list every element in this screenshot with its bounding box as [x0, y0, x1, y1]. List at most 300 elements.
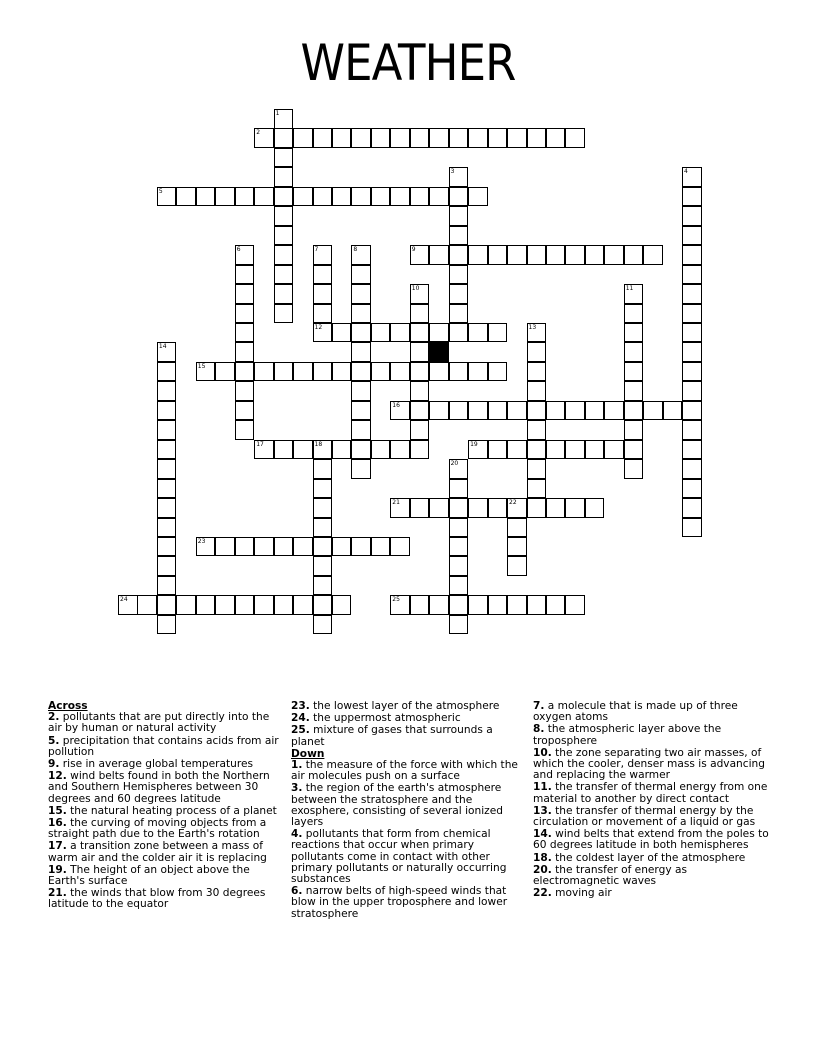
down-clue: [533, 853, 773, 864]
grid-cell[interactable]: [604, 401, 624, 421]
clue-number: 17.: [48, 840, 67, 853]
grid-cell[interactable]: [527, 498, 547, 518]
grid-cell[interactable]: [157, 537, 177, 557]
grid-cell[interactable]: [274, 265, 294, 285]
grid-cell[interactable]: [157, 381, 177, 401]
grid-cell[interactable]: [410, 323, 430, 343]
grid-cell[interactable]: [351, 128, 371, 148]
grid-cell[interactable]: [313, 128, 333, 148]
grid-cell[interactable]: [235, 401, 255, 421]
grid-cell[interactable]: [507, 556, 527, 576]
grid-cell[interactable]: [157, 479, 177, 499]
grid-cell[interactable]: [235, 362, 255, 382]
cell-number: 10: [411, 285, 420, 292]
grid-cell[interactable]: [235, 323, 255, 343]
grid-cell[interactable]: [429, 187, 449, 207]
clue-text: rise in average global temperatures: [59, 758, 254, 771]
clue-number: 16.: [48, 817, 67, 830]
grid-cell[interactable]: [507, 498, 527, 518]
grid-cell[interactable]: [157, 595, 177, 615]
grid-cell[interactable]: [274, 148, 294, 168]
grid-cell[interactable]: [429, 323, 449, 343]
grid-cell[interactable]: [157, 342, 177, 362]
grid-cell[interactable]: [410, 284, 430, 304]
grid-cell[interactable]: [585, 401, 605, 421]
grid-cell[interactable]: [449, 498, 469, 518]
grid-cell[interactable]: [332, 595, 352, 615]
clue-number: 14.: [533, 828, 552, 841]
grid-cell[interactable]: [215, 537, 235, 557]
grid-cell[interactable]: [274, 440, 294, 460]
grid-cell[interactable]: [157, 362, 177, 382]
grid-cell[interactable]: [449, 537, 469, 557]
grid-cell[interactable]: [410, 128, 430, 148]
grid-cell[interactable]: [468, 440, 488, 460]
grid-cell[interactable]: [624, 420, 644, 440]
grid-cell[interactable]: [274, 362, 294, 382]
clue-number: 6.: [291, 885, 303, 898]
grid-cell[interactable]: [274, 187, 294, 207]
grid-cell[interactable]: [604, 440, 624, 460]
across-clue: [48, 865, 280, 887]
grid-cell[interactable]: [313, 323, 333, 343]
grid-cell[interactable]: [565, 401, 585, 421]
grid-cell[interactable]: [449, 459, 469, 479]
grid-cell[interactable]: [410, 304, 430, 324]
grid-cell[interactable]: [351, 362, 371, 382]
grid-cell[interactable]: [351, 537, 371, 557]
grid-cell[interactable]: [390, 498, 410, 518]
cell-number: 16: [392, 401, 400, 409]
grid-cell[interactable]: [313, 537, 333, 557]
grid-cell[interactable]: [313, 576, 333, 596]
grid-cell[interactable]: [682, 245, 702, 265]
grid-cell[interactable]: [157, 498, 177, 518]
grid-cell[interactable]: [449, 556, 469, 576]
grid-cell[interactable]: [527, 479, 547, 499]
grid-cell[interactable]: [682, 498, 702, 518]
grid-cell[interactable]: [215, 187, 235, 207]
grid-cell[interactable]: [371, 440, 391, 460]
grid-cell[interactable]: [449, 245, 469, 265]
grid-cell[interactable]: [351, 323, 371, 343]
grid-cell[interactable]: [313, 459, 333, 479]
grid-cell[interactable]: [643, 401, 663, 421]
grid-cell[interactable]: [546, 440, 566, 460]
grid-cell[interactable]: [410, 187, 430, 207]
grid-cell[interactable]: [235, 381, 255, 401]
grid-cell[interactable]: [585, 245, 605, 265]
grid-cell[interactable]: [624, 284, 644, 304]
grid-cell[interactable]: [235, 187, 255, 207]
grid-cell[interactable]: [215, 362, 235, 382]
grid-cell[interactable]: [468, 323, 488, 343]
grid-cell[interactable]: [429, 362, 449, 382]
clue-number: 4.: [291, 828, 303, 841]
grid-cell[interactable]: [449, 323, 469, 343]
grid-cell[interactable]: [371, 128, 391, 148]
grid-cell[interactable]: [176, 595, 196, 615]
grid-cell[interactable]: [682, 401, 702, 421]
cell-number: 21: [392, 499, 400, 506]
grid-cell[interactable]: [527, 362, 547, 382]
clue-number: 2.: [48, 711, 60, 724]
grid-cell[interactable]: [410, 420, 430, 440]
grid-cell[interactable]: [624, 245, 644, 265]
down-clue: [533, 701, 773, 723]
grid-cell[interactable]: [682, 304, 702, 324]
grid-cell[interactable]: [215, 595, 235, 615]
grid-cell[interactable]: [488, 362, 508, 382]
grid-cell[interactable]: [604, 245, 624, 265]
grid-cell[interactable]: [332, 128, 352, 148]
grid-cell[interactable]: [254, 537, 274, 557]
grid-cell[interactable]: [313, 595, 333, 615]
grid-cell[interactable]: [468, 245, 488, 265]
grid-cell[interactable]: [371, 323, 391, 343]
grid-cell[interactable]: [274, 304, 294, 324]
grid-cell[interactable]: [351, 420, 371, 440]
grid-cell[interactable]: [390, 595, 410, 615]
grid-cell[interactable]: [235, 420, 255, 440]
grid-cell[interactable]: [449, 362, 469, 382]
grid-cell[interactable]: [351, 459, 371, 479]
grid-cell[interactable]: [449, 401, 469, 421]
grid-cell[interactable]: [488, 595, 508, 615]
grid-cell[interactable]: [682, 226, 702, 246]
grid-cell[interactable]: [468, 595, 488, 615]
grid-cell[interactable]: [390, 187, 410, 207]
grid-cell[interactable]: [371, 362, 391, 382]
grid-cell[interactable]: [643, 245, 663, 265]
grid-cell[interactable]: [507, 440, 527, 460]
across-clue: [291, 725, 523, 747]
grid-cell[interactable]: [468, 128, 488, 148]
grid-cell[interactable]: [488, 245, 508, 265]
grid-cell[interactable]: [449, 615, 469, 635]
grid-cell[interactable]: [410, 362, 430, 382]
grid-cell[interactable]: [274, 595, 294, 615]
grid-cell[interactable]: [351, 381, 371, 401]
grid-cell[interactable]: [546, 401, 566, 421]
grid-cell[interactable]: [585, 498, 605, 518]
cell-number: 2: [256, 129, 261, 137]
grid-cell[interactable]: [390, 440, 410, 460]
grid-cell[interactable]: [449, 187, 469, 207]
grid-cell[interactable]: [468, 498, 488, 518]
grid-cell[interactable]: [157, 576, 177, 596]
grid-cell[interactable]: [293, 537, 313, 557]
grid-cell[interactable]: [507, 401, 527, 421]
grid-cell[interactable]: [274, 226, 294, 246]
grid-cell[interactable]: [449, 128, 469, 148]
clue-text: pollutants that form from chemical reactions that occur when primary pollutants come in contact with other primary pollutants or naturally occurring substances: [291, 828, 507, 886]
grid-cell[interactable]: [429, 128, 449, 148]
grid-cell[interactable]: [468, 187, 488, 207]
clue-text: the zone separating two air masses, of which the cooler, denser mass is advancing and replacing the warmer: [533, 746, 765, 782]
grid-cell[interactable]: [682, 187, 702, 207]
cell-number: 9: [411, 246, 416, 254]
grid-cell[interactable]: [449, 595, 469, 615]
grid-cell[interactable]: [235, 265, 255, 285]
grid-cell[interactable]: [313, 498, 333, 518]
grid-cell[interactable]: [682, 479, 702, 499]
grid-cell[interactable]: [351, 284, 371, 304]
grid-cell[interactable]: [682, 459, 702, 479]
across-clue: [48, 736, 280, 758]
grid-cell[interactable]: [527, 128, 547, 148]
grid-cell[interactable]: [507, 128, 527, 148]
grid-cell[interactable]: [274, 284, 294, 304]
grid-cell[interactable]: [254, 187, 274, 207]
grid-cell[interactable]: [157, 440, 177, 460]
grid-cell[interactable]: [293, 595, 313, 615]
grid-cell[interactable]: [488, 440, 508, 460]
grid-cell[interactable]: [449, 226, 469, 246]
grid-cell[interactable]: [157, 556, 177, 576]
grid-cell[interactable]: [565, 498, 585, 518]
grid-cell[interactable]: [351, 342, 371, 362]
grid-cell[interactable]: [313, 187, 333, 207]
grid-cell[interactable]: [449, 518, 469, 538]
grid-cell[interactable]: [527, 440, 547, 460]
grid-cell[interactable]: [507, 518, 527, 538]
grid-cell[interactable]: [235, 342, 255, 362]
clue-number: 8.: [533, 723, 545, 736]
grid-cell[interactable]: [429, 401, 449, 421]
grid-cell[interactable]: [429, 245, 449, 265]
grid-cell[interactable]: [371, 537, 391, 557]
grid-cell[interactable]: [196, 187, 216, 207]
grid-cell[interactable]: [663, 401, 683, 421]
grid-cell[interactable]: [624, 401, 644, 421]
grid-cell[interactable]: [254, 440, 274, 460]
grid-cell[interactable]: [254, 595, 274, 615]
cell-number: 4: [684, 168, 688, 176]
grid-cell[interactable]: [527, 401, 547, 421]
grid-cell[interactable]: [565, 245, 585, 265]
grid-cell[interactable]: [390, 128, 410, 148]
grid-cell[interactable]: [196, 595, 216, 615]
grid-cell[interactable]: [254, 362, 274, 382]
grid-cell[interactable]: [488, 128, 508, 148]
grid-cell[interactable]: [624, 381, 644, 401]
clue-text: the natural heating process of a planet: [66, 804, 277, 817]
grid-cell[interactable]: [235, 304, 255, 324]
grid-cell[interactable]: [468, 401, 488, 421]
grid-cell[interactable]: [274, 245, 294, 265]
grid-cell[interactable]: [565, 128, 585, 148]
grid-cell[interactable]: [410, 595, 430, 615]
clue-number: 23.: [291, 700, 310, 712]
across-clue: [48, 712, 280, 734]
grid-cell[interactable]: [351, 401, 371, 421]
grid-cell[interactable]: [390, 323, 410, 343]
grid-cell[interactable]: [157, 615, 177, 635]
grid-cell[interactable]: [507, 595, 527, 615]
grid-cell[interactable]: [274, 167, 294, 187]
grid-cell[interactable]: [682, 206, 702, 226]
grid-cell[interactable]: [449, 167, 469, 187]
grid-cell[interactable]: [507, 245, 527, 265]
cell-number: 17: [256, 440, 264, 448]
grid-cell[interactable]: [293, 128, 313, 148]
grid-cell[interactable]: [624, 304, 644, 324]
grid-cell[interactable]: [313, 304, 333, 324]
grid-cell[interactable]: [313, 556, 333, 576]
grid-cell[interactable]: [410, 440, 430, 460]
black-cell: [429, 342, 449, 362]
grid-cell[interactable]: [449, 479, 469, 499]
grid-cell[interactable]: [293, 187, 313, 207]
grid-cell[interactable]: [565, 440, 585, 460]
grid-cell[interactable]: [429, 498, 449, 518]
grid-cell[interactable]: [313, 265, 333, 285]
grid-cell[interactable]: [410, 401, 430, 421]
grid-cell[interactable]: [585, 440, 605, 460]
grid-cell[interactable]: [624, 459, 644, 479]
clue-text: The height of an object above the Earth's surface: [48, 863, 250, 888]
grid-cell[interactable]: [196, 362, 216, 382]
grid-cell[interactable]: [157, 420, 177, 440]
grid-cell[interactable]: [390, 362, 410, 382]
grid-cell[interactable]: [293, 362, 313, 382]
grid-cell[interactable]: [332, 537, 352, 557]
grid-cell[interactable]: [274, 537, 294, 557]
grid-cell[interactable]: [449, 206, 469, 226]
grid-cell[interactable]: [390, 401, 410, 421]
grid-cell[interactable]: [196, 537, 216, 557]
grid-cell[interactable]: [449, 304, 469, 324]
grid-cell[interactable]: [313, 440, 333, 460]
grid-cell[interactable]: [157, 459, 177, 479]
grid-cell[interactable]: [488, 498, 508, 518]
grid-cell[interactable]: [157, 187, 177, 207]
clue-text: a transition zone between a mass of warm air and the colder air it is replacing: [48, 840, 267, 864]
grid-cell[interactable]: [682, 342, 702, 362]
grid-cell[interactable]: [313, 362, 333, 382]
grid-cell[interactable]: [390, 537, 410, 557]
grid-cell[interactable]: [351, 187, 371, 207]
grid-cell[interactable]: [351, 265, 371, 285]
grid-cell[interactable]: [527, 323, 547, 343]
grid-cell[interactable]: [410, 342, 430, 362]
grid-cell[interactable]: [682, 381, 702, 401]
grid-cell[interactable]: [332, 440, 352, 460]
clue-text: moving air: [551, 887, 612, 900]
clue-number: 18.: [533, 851, 552, 864]
grid-cell[interactable]: [274, 128, 294, 148]
grid-cell[interactable]: [624, 440, 644, 460]
grid-cell[interactable]: [682, 518, 702, 538]
grid-cell[interactable]: [293, 440, 313, 460]
grid-cell[interactable]: [313, 245, 333, 265]
grid-cell[interactable]: [410, 498, 430, 518]
grid-cell[interactable]: [527, 381, 547, 401]
clue-text: narrow belts of high-speed winds that blow in the upper troposphere and lower stratosphere: [291, 885, 508, 920]
grid-cell[interactable]: [274, 206, 294, 226]
grid-cell[interactable]: [507, 537, 527, 557]
across-clue: [48, 771, 280, 805]
grid-cell[interactable]: [468, 362, 488, 382]
grid-cell[interactable]: [624, 342, 644, 362]
grid-cell[interactable]: [682, 284, 702, 304]
grid-cell[interactable]: [313, 615, 333, 635]
grid-cell[interactable]: [624, 323, 644, 343]
grid-cell[interactable]: [274, 109, 294, 129]
clue-text: wind belts that extend from the poles to 60 degrees latitude in both hemispheres: [533, 828, 769, 852]
grid-cell[interactable]: [682, 440, 702, 460]
grid-cell[interactable]: [351, 440, 371, 460]
grid-cell[interactable]: [313, 518, 333, 538]
grid-cell[interactable]: [624, 362, 644, 382]
grid-cell[interactable]: [546, 498, 566, 518]
grid-cell[interactable]: [410, 245, 430, 265]
grid-cell[interactable]: [682, 362, 702, 382]
grid-cell[interactable]: [546, 595, 566, 615]
grid-cell[interactable]: [527, 420, 547, 440]
grid-cell[interactable]: [118, 595, 138, 615]
cell-number: 6: [236, 246, 241, 254]
grid-cell[interactable]: [682, 265, 702, 285]
grid-cell[interactable]: [429, 595, 449, 615]
grid-cell[interactable]: [235, 537, 255, 557]
clue-text: the coldest layer of the atmosphere: [551, 851, 746, 864]
grid-cell[interactable]: [682, 323, 702, 343]
grid-cell[interactable]: [546, 128, 566, 148]
grid-cell[interactable]: [682, 167, 702, 187]
grid-cell[interactable]: [332, 187, 352, 207]
down-heading: Down: [291, 747, 325, 760]
grid-cell[interactable]: [527, 459, 547, 479]
grid-cell[interactable]: [449, 576, 469, 596]
grid-cell[interactable]: [351, 304, 371, 324]
grid-cell[interactable]: [527, 595, 547, 615]
grid-cell[interactable]: [546, 245, 566, 265]
grid-cell[interactable]: [488, 323, 508, 343]
grid-cell[interactable]: [176, 187, 196, 207]
grid-cell[interactable]: [351, 245, 371, 265]
down-clue: [291, 783, 523, 828]
grid-cell[interactable]: [527, 245, 547, 265]
grid-cell[interactable]: [313, 284, 333, 304]
grid-cell[interactable]: [157, 401, 177, 421]
grid-cell[interactable]: [527, 342, 547, 362]
grid-cell[interactable]: [157, 518, 177, 538]
clue-text: pollutants that are put directly into the air by human or natural activity: [48, 711, 270, 735]
grid-cell[interactable]: [371, 187, 391, 207]
clue-column-2: [291, 701, 523, 921]
grid-cell[interactable]: [682, 420, 702, 440]
grid-cell[interactable]: [254, 128, 274, 148]
grid-cell[interactable]: [235, 245, 255, 265]
grid-cell[interactable]: [488, 401, 508, 421]
grid-cell[interactable]: [313, 479, 333, 499]
grid-cell[interactable]: [565, 595, 585, 615]
cell-number: 14: [158, 343, 167, 351]
grid-cell[interactable]: [410, 381, 430, 401]
grid-cell[interactable]: [332, 323, 352, 343]
cell-number: 11: [625, 285, 634, 292]
grid-cell[interactable]: [332, 362, 352, 382]
grid-cell[interactable]: [235, 284, 255, 304]
grid-cell[interactable]: [235, 595, 255, 615]
grid-cell[interactable]: [449, 265, 469, 285]
grid-cell[interactable]: [449, 284, 469, 304]
grid-cell[interactable]: [137, 595, 157, 615]
clue-column-1: [48, 701, 280, 912]
clue-text: the region of the earth's atmosphere between the stratosphere and the exosphere, consisting of several ionized layers: [291, 782, 503, 829]
